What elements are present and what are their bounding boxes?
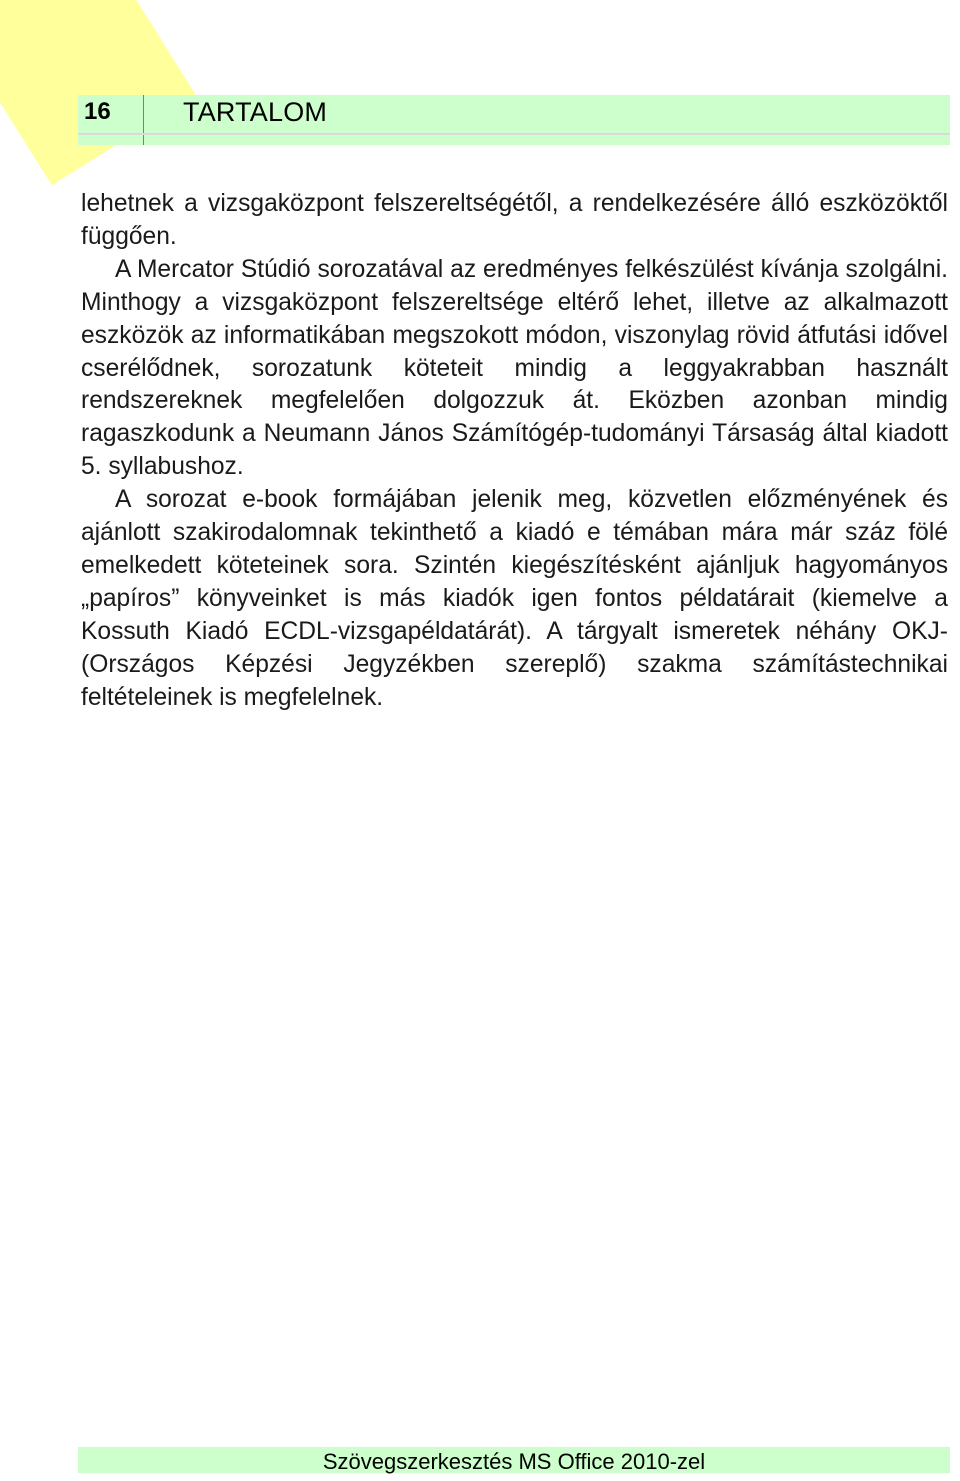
paragraph-1: lehetnek a vizsgaközpont felszereltségétől, a rendelkezésére álló eszközöktől függően. <box>81 190 948 250</box>
paragraph-3: A sorozat e-book formájában jelenik meg, közvetlen előzményének és ajánlott szakirodalomnak tekinthető a kiadó e témában mára már száz fölé emelkedett köteteinek sora. Szintén kiegészítésként ajánljuk hagyományos „papíros” könyveinket is más kiadók igen fontos példatárait (kiemelve a Kossuth Kiadó ECDL-vizsgapéldatárát). A tárgyalt ismeretek néhány OKJ- (Országos Képzési Jegyzékben szereplő) szakma számítástechnikai feltételeinek is megfelelnek. <box>81 486 948 711</box>
page-header <box>78 95 950 145</box>
paragraph-2: A Mercator Stúdió sorozatával az eredményes felkészülést kívánja szolgálni. Minthogy a vizsgaközpont felszereltsége eltérő lehet, illetve az alkalmazott eszközök az informatikában megszokott módon, viszonylag rövid átfutási idővel cserélődnek, sorozatunk köteteit mindig a leggyakrabban használt rendszereknek megfelelően dolgozzuk át. Eközben azonban mindig ragaszkodunk a Neumann János Számítógép-tudományi Társaság által kiadott 5. syllabushoz. <box>81 255 948 481</box>
footer-title: Szövegszerkesztés MS Office 2010-zel <box>322 1449 706 1474</box>
body-text <box>81 188 948 715</box>
corner-decoration <box>0 0 196 185</box>
page-title: TARTALOM <box>183 97 328 127</box>
page-footer <box>78 1447 950 1473</box>
header-divider <box>78 133 950 135</box>
page-number: 16 <box>78 95 144 145</box>
